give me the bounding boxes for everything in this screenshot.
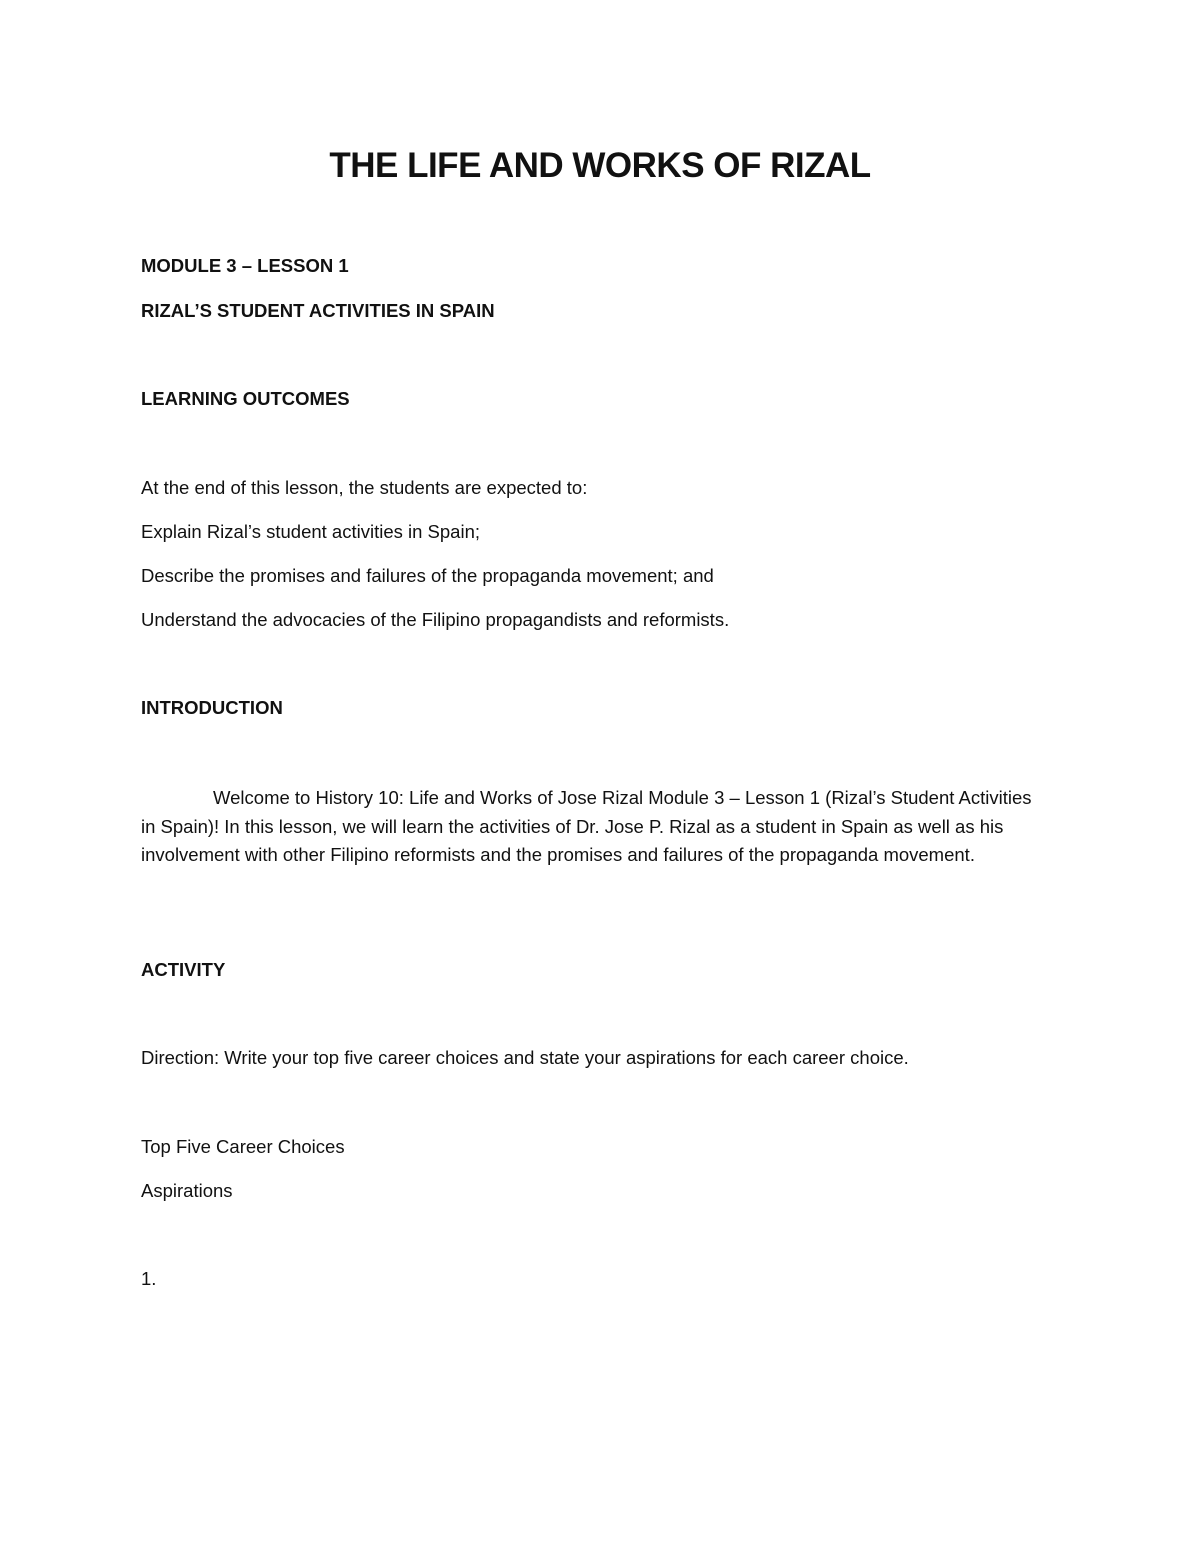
learning-outcomes-intro: At the end of this lesson, the students are expected to: — [141, 477, 588, 498]
document-title: THE LIFE AND WORKS OF RIZAL — [329, 146, 871, 185]
aspirations-label: Aspirations — [141, 1180, 233, 1201]
list-item-number: 1. — [141, 1268, 157, 1289]
career-choices-label: Top Five Career Choices — [141, 1136, 345, 1157]
learning-outcomes-heading: LEARNING OUTCOMES — [141, 388, 350, 409]
learning-outcome-item: Understand the advocacies of the Filipino propagandists and reformists. — [141, 609, 730, 630]
activity-direction: Direction: Write your top five career choices and state your aspirations for each career choice. — [141, 1047, 909, 1068]
learning-outcome-item: Describe the promises and failures of the propaganda movement; and — [141, 565, 714, 586]
introduction-heading: INTRODUCTION — [141, 697, 283, 718]
introduction-paragraph: Welcome to History 10: Life and Works of Jose Rizal Module 3 – Lesson 1 (Rizal’s Student Activities in Spain)! In this lesson, we will learn the activities of Dr. Jose P. Rizal as a student in Spain as well as his involvement with other Filipino reformists and the promises and failures of the propaganda movement. — [141, 787, 1032, 865]
module-label: MODULE 3 – LESSON 1 — [141, 255, 349, 276]
activity-heading: ACTIVITY — [141, 959, 226, 980]
learning-outcome-item: Explain Rizal’s student activities in Spain; — [141, 521, 480, 542]
lesson-title: RIZAL’S STUDENT ACTIVITIES IN SPAIN — [141, 300, 495, 321]
